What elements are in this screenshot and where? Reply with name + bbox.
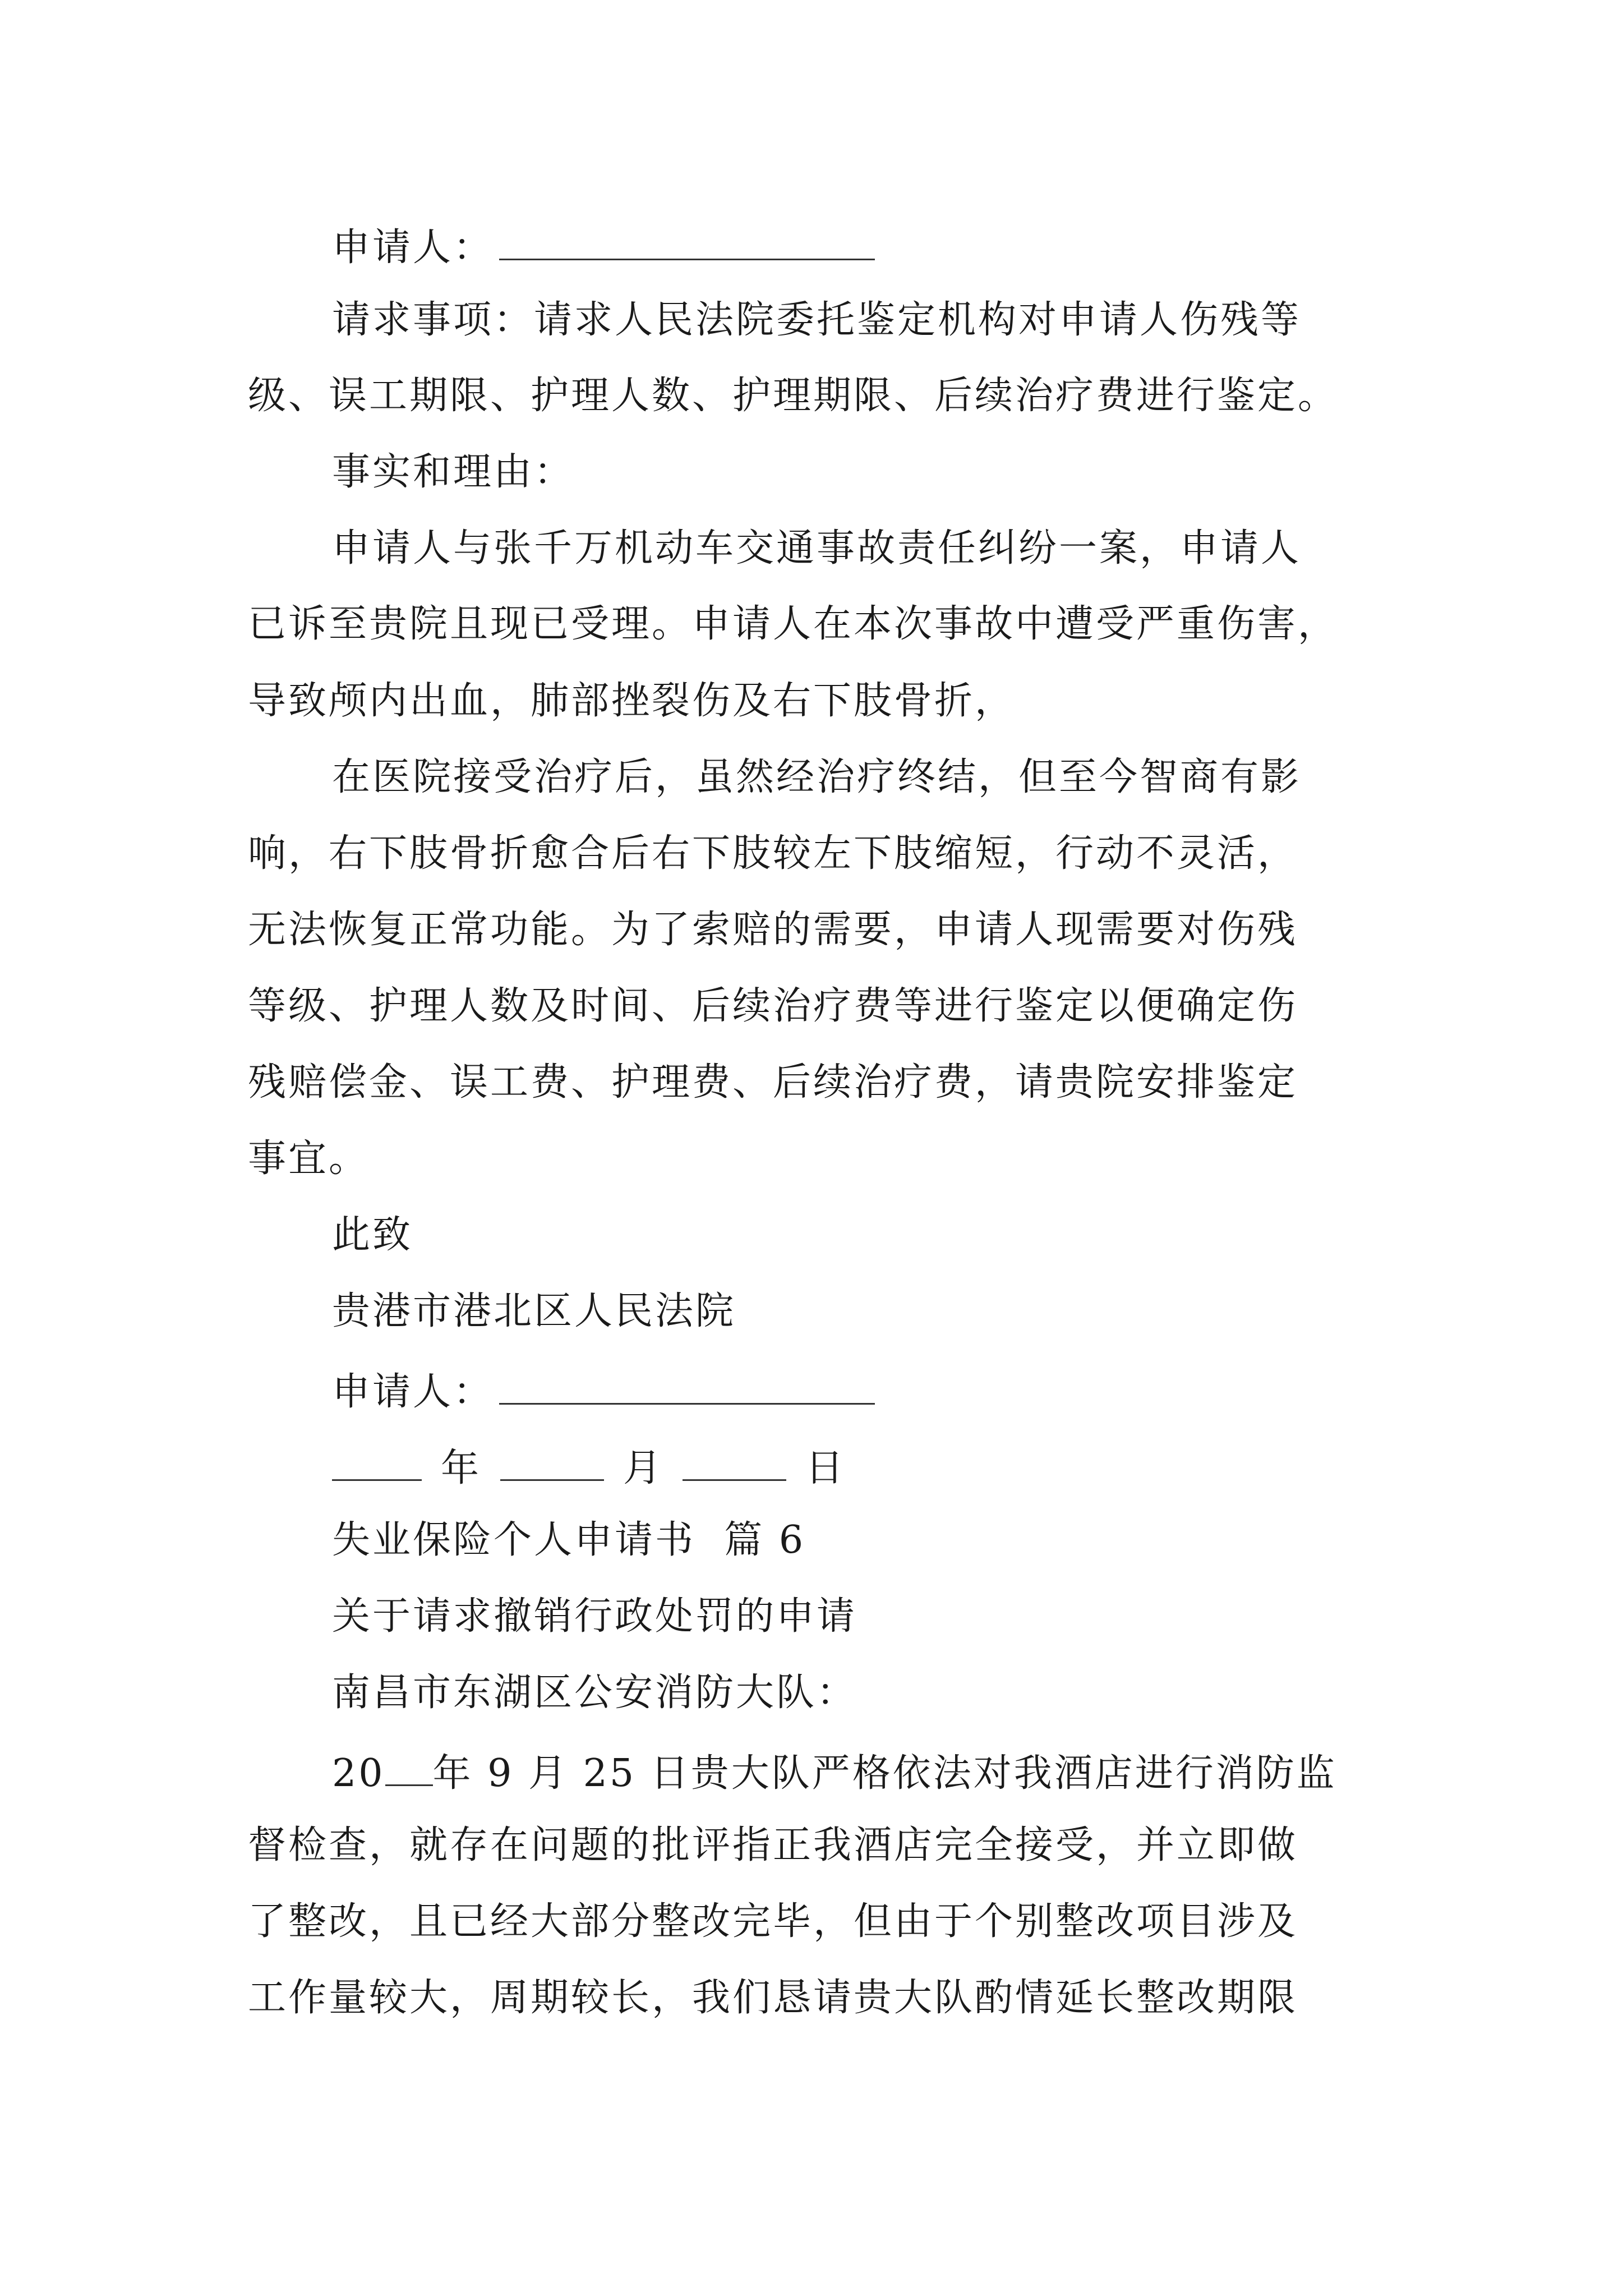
document-title: 关于请求撤销行政处罚的申请 xyxy=(332,1594,857,1639)
month-label: 月 xyxy=(623,1446,664,1491)
signature-blank xyxy=(499,1369,875,1405)
paragraph-2-line-5: 残赔偿金、误工费、护理费、后续治疗费，请贵院安排鉴定 xyxy=(248,1060,1298,1105)
court-name: 贵港市港北区人民法院 xyxy=(332,1289,736,1333)
paragraph-3-line-4: 工作量较大，周期较长，我们恳请贵大队酌情延长整改期限 xyxy=(248,1976,1298,2020)
paragraph-1-line-3: 导致颅内出血，肺部挫裂伤及右下肢骨折， xyxy=(248,679,1016,723)
applicant-label: 申请人： xyxy=(332,1370,494,1415)
applicant-line-bottom xyxy=(332,1369,875,1415)
recipient: 南昌市东湖区公安消防大队： xyxy=(332,1671,857,1715)
year-blank xyxy=(332,1445,422,1481)
signature-blank xyxy=(499,224,875,260)
paragraph-2-line-6: 事宜。 xyxy=(248,1137,370,1181)
request-line-2: 级、误工期限、护理人数、护理期限、后续治疗费进行鉴定。 xyxy=(248,374,1339,418)
paragraph-2-line-3: 无法恢复正常功能。为了索赔的需要，申请人现需要对伤残 xyxy=(248,908,1298,952)
salutation: 此致 xyxy=(332,1213,413,1257)
section-title: 失业保险个人申请书 篇 6 xyxy=(332,1518,806,1562)
paragraph-3-line-1-text: 年 9 月 25 日贵大队严格依法对我酒店进行消防监 xyxy=(432,1751,1337,1796)
paragraph-1-line-2: 已诉至贵院且现已受理。申请人在本次事故中遭受严重伤害， xyxy=(248,602,1339,646)
paragraph-1-line-1: 申请人与张千万机动车交通事故责任纠纷一案，申请人 xyxy=(332,526,1302,570)
paragraph-2-line-4: 等级、护理人数及时间、后续治疗费等进行鉴定以便确定伤 xyxy=(248,984,1298,1028)
date-line xyxy=(332,1445,846,1491)
month-blank xyxy=(500,1445,604,1481)
facts-heading: 事实和理由： xyxy=(332,450,575,494)
year-prefix: 20 xyxy=(332,1751,385,1796)
applicant-label: 申请人： xyxy=(332,226,494,270)
applicant-line-top xyxy=(332,224,875,270)
paragraph-3-line-1 xyxy=(332,1750,1337,1796)
day-blank xyxy=(683,1445,786,1481)
request-line-1: 请求事项：请求人民法院委托鉴定机构对申请人伤残等 xyxy=(332,298,1302,342)
paragraph-2-line-1: 在医院接受治疗后，虽然经治疗终结，但至今智商有影 xyxy=(332,755,1302,799)
day-label: 日 xyxy=(805,1446,846,1491)
paragraph-2-line-2: 响，右下肢骨折愈合后右下肢较左下肢缩短，行动不灵活， xyxy=(248,831,1298,876)
paragraph-3-line-3: 了整改，且已经大部分整改完毕，但由于个别整改项目涉及 xyxy=(248,1899,1298,1944)
year-suffix-blank xyxy=(385,1750,433,1786)
year-label: 年 xyxy=(441,1446,482,1491)
paragraph-3-line-2: 督检查，就存在问题的批评指正我酒店完全接受，并立即做 xyxy=(248,1823,1298,1867)
